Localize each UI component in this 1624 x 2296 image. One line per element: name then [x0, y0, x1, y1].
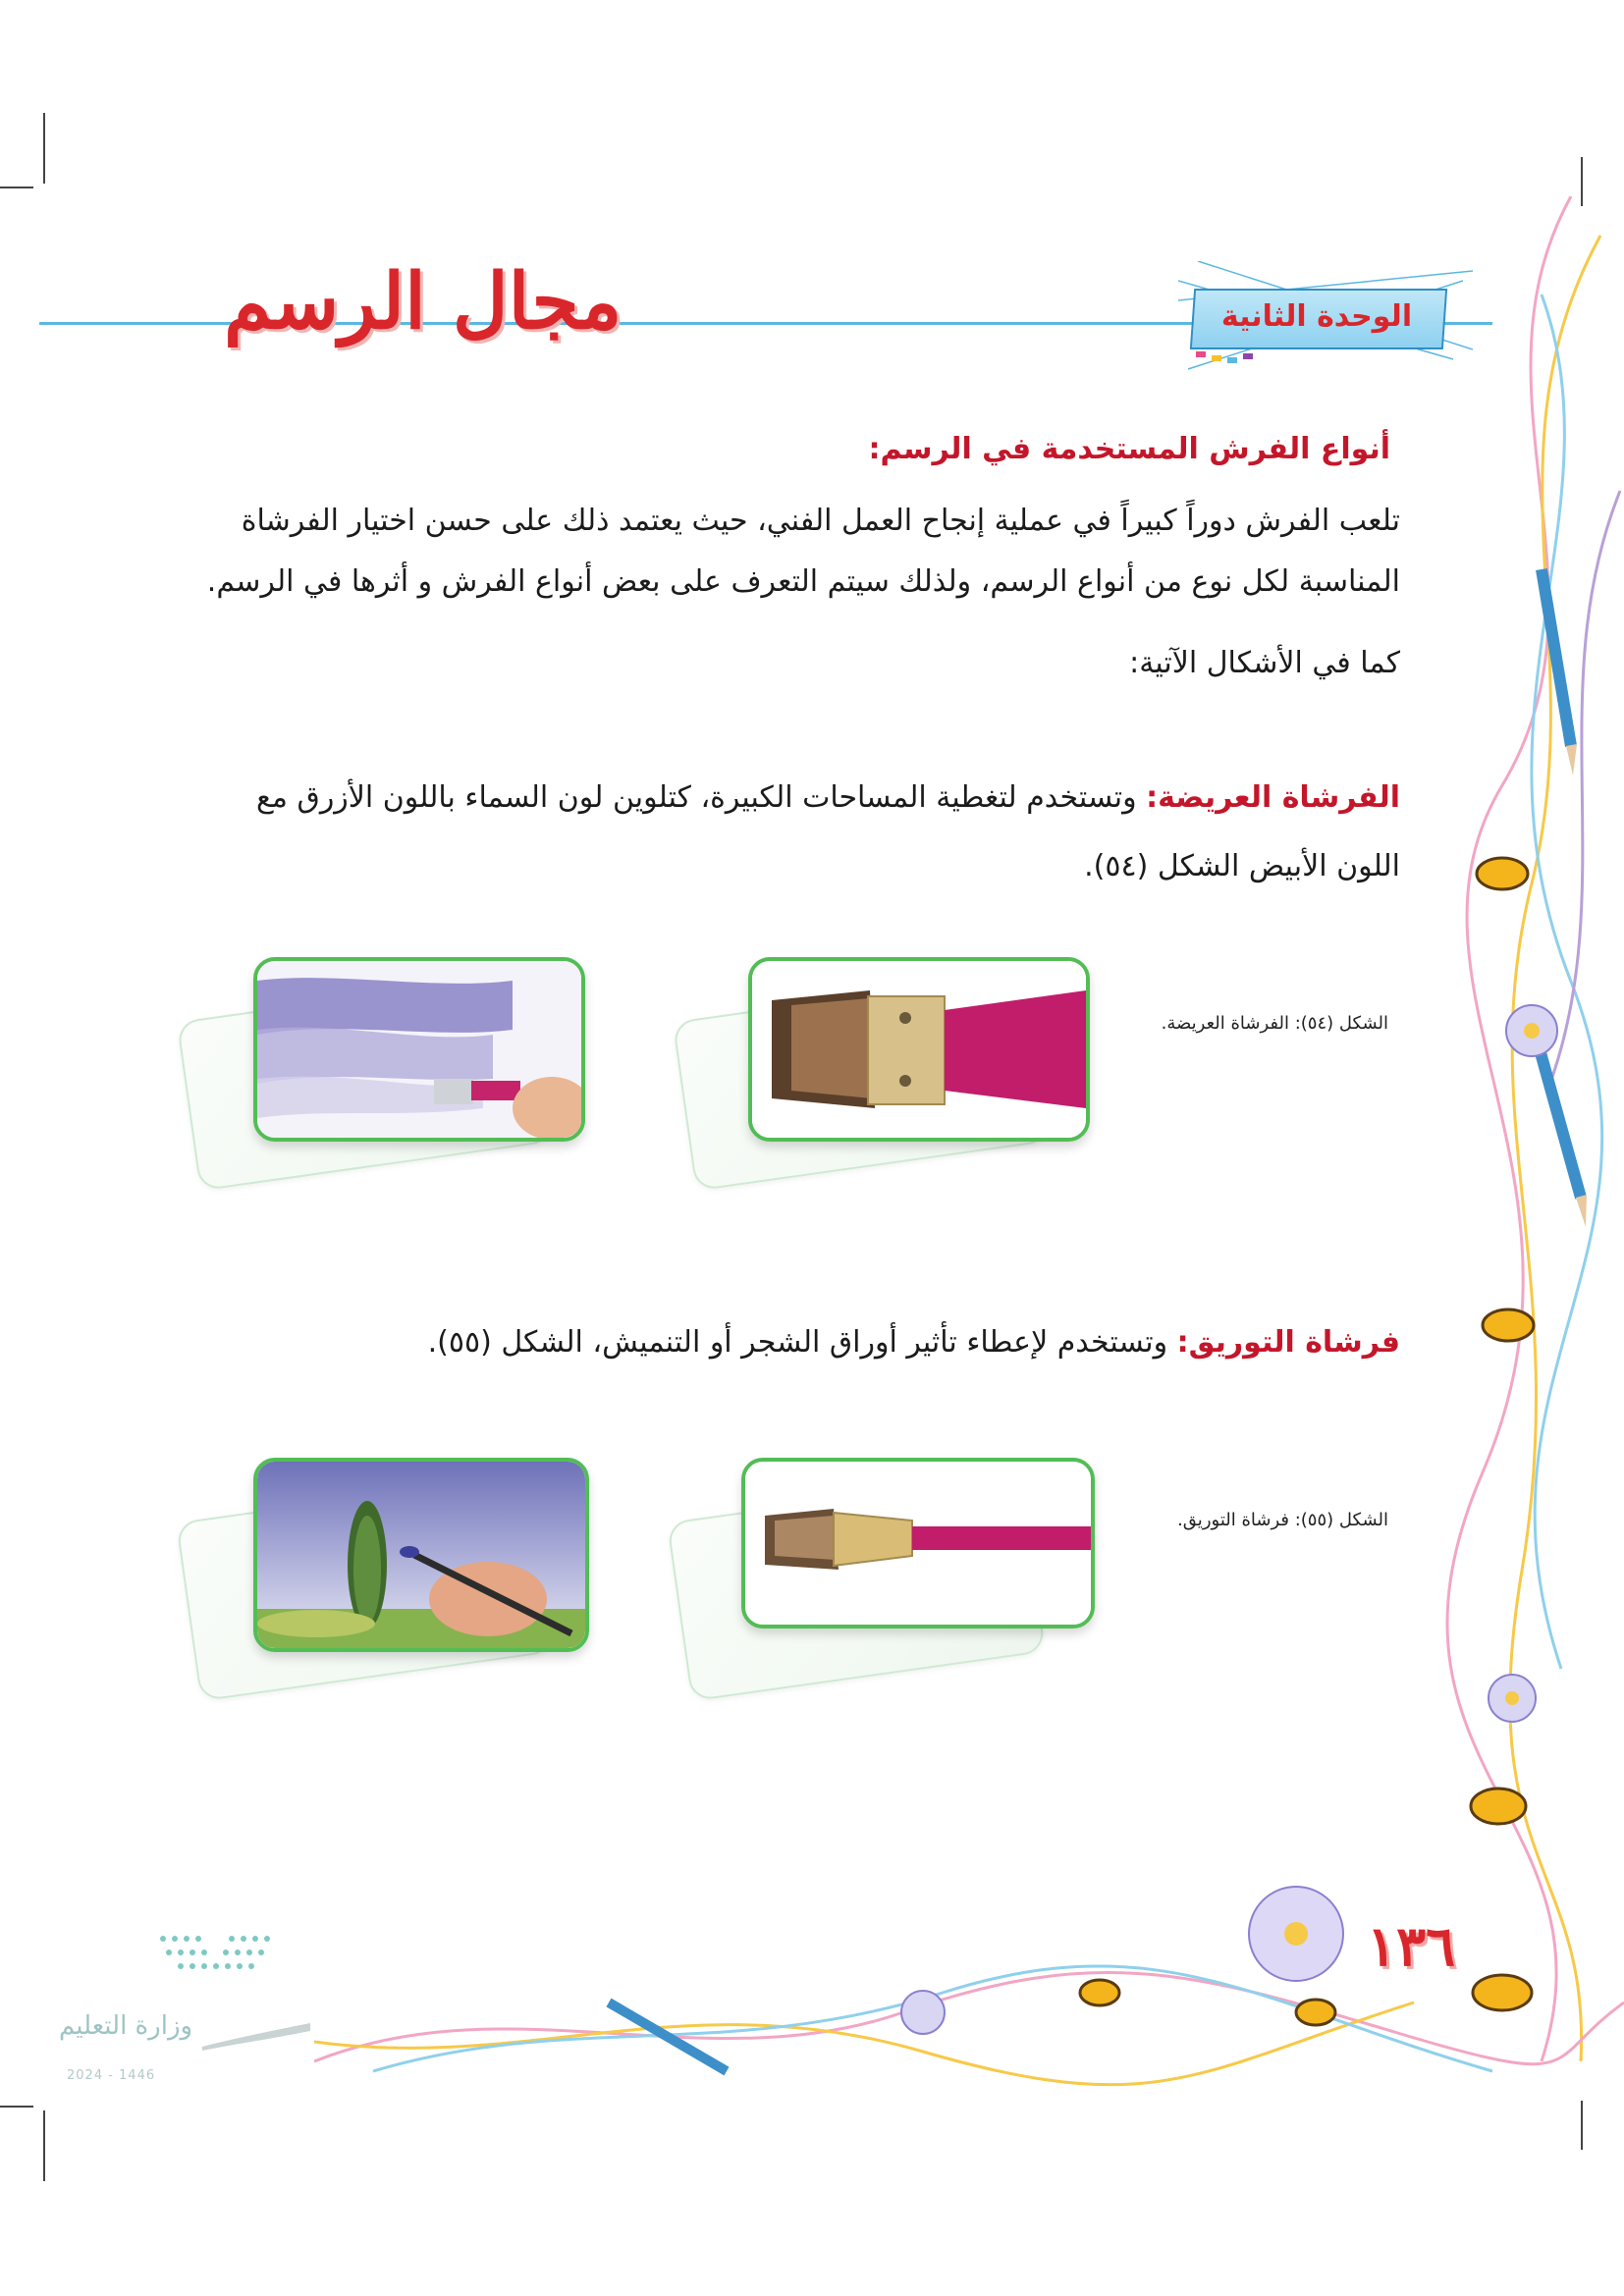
- foliage-brush-description: وتستخدم لإعطاء تأثير أوراق الشجر أو التنميش، الشكل (٥٥).: [427, 1325, 1177, 1360]
- foliage-brush-name: فرشاة التوريق:: [1176, 1325, 1400, 1360]
- crop-mark: [0, 2106, 33, 2108]
- crop-mark: [0, 187, 33, 188]
- field-title: مجال الرسم: [224, 257, 623, 347]
- figure-caption-54: الشكل (٥٤): الفرشاة العريضة.: [1161, 1013, 1388, 1034]
- flat-brush-painting-image: [257, 961, 581, 1138]
- foliage-brush-paragraph: [192, 1313, 1400, 1372]
- flat-brush-name: الفرشاة العريضة:: [1146, 780, 1400, 815]
- figure-caption-55: الشكل (٥٥): فرشاة التوريق.: [1177, 1510, 1388, 1530]
- crop-mark: [43, 113, 45, 184]
- intro-line: المناسبة لكل نوع من أنواع الرسم، ولذلك سيتم التعرف على بعض أنواع الفرش و أثرها في الرسم.: [206, 564, 1400, 599]
- foliage-brush-image: [745, 1462, 1091, 1625]
- brush-icon: [202, 2017, 310, 2056]
- page-number: ١٣٦: [1367, 1914, 1456, 1979]
- flat-brush-paragraph: [192, 764, 1400, 901]
- pencil-icon: [1542, 569, 1577, 775]
- flat-brush-image: [752, 961, 1086, 1138]
- flat-brush-description: وتستخدم لتغطية المساحات الكبيرة، كتلوين لون السماء باللون الأزرق مع: [255, 780, 1147, 815]
- intro-paragraph: [192, 491, 1400, 613]
- section-heading: أنواع الفرش المستخدمة في الرسم:: [868, 432, 1390, 466]
- crop-mark: [43, 2110, 45, 2181]
- ministry-logo: [45, 2007, 310, 2096]
- ministry-year: 2024 - 1446: [67, 2068, 156, 2083]
- ministry-logo-mark: [153, 1929, 291, 1988]
- unit-badge: [1178, 281, 1463, 357]
- ministry-name: وزارة التعليم: [59, 2011, 193, 2041]
- butterfly-icon: [1080, 1975, 1532, 2025]
- flower-icon: [901, 1887, 1343, 2034]
- intro-line: تلعب الفرش دوراً كبيراً في عملية إنجاح العمل الفني، حيث يعتمد ذلك على حسن اختيار الفرشاة: [241, 504, 1400, 538]
- unit-label: الوحدة الثانية: [1220, 299, 1413, 334]
- decorative-border: [1424, 196, 1624, 2061]
- foliage-painting-image: [257, 1462, 585, 1648]
- flat-brush-description-2: اللون الأبيض الشكل (٥٤).: [1084, 849, 1400, 883]
- intro-line: كما في الأشكال الآتية:: [1129, 646, 1400, 680]
- bottom-decoration: [314, 1865, 1624, 2101]
- crop-mark: [1581, 2101, 1583, 2150]
